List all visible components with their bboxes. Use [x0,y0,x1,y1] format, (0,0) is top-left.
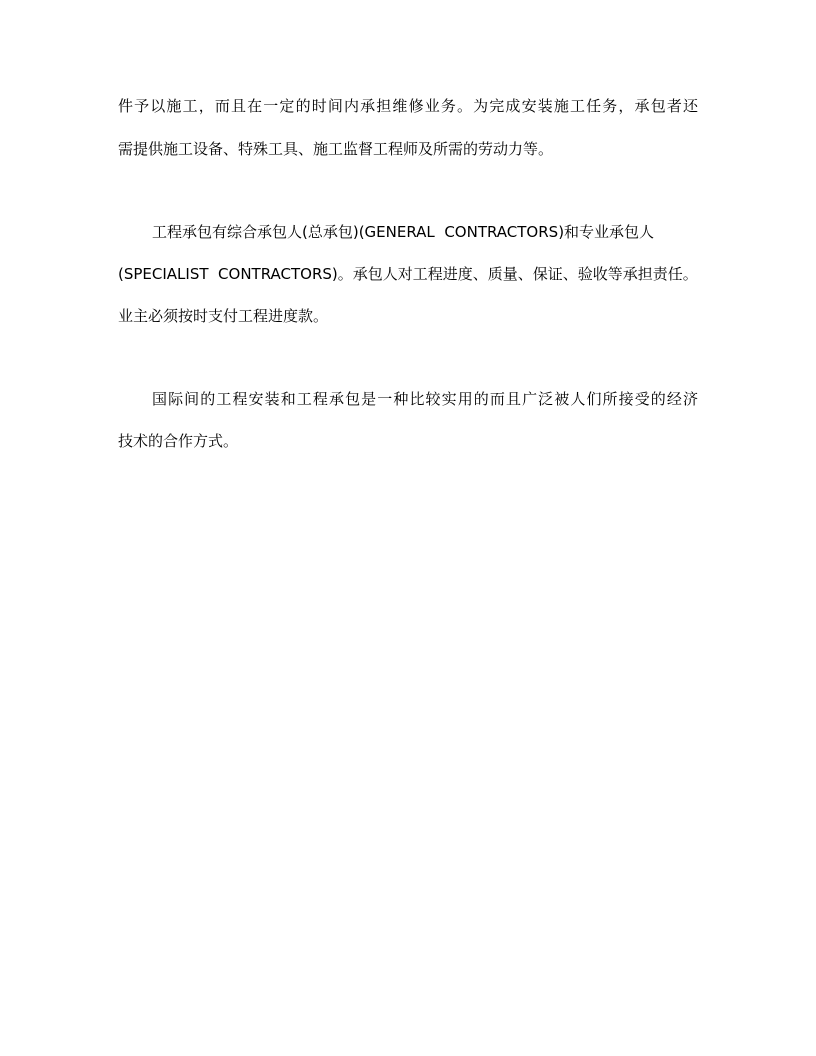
text-line: (SPECIALIST CONTRACTORS)。承包人对工程进度、质量、保证、验收等承担责任。 [118,265,698,283]
text-line: 业主必须按时支付工程进度款。 [118,307,329,325]
text-line: 件予以施工，而且在一定的时间内承担维修业务。为完成安装施工任务，承包者还 [118,97,698,115]
text-line: 技术的合作方式。 [118,432,239,450]
text-line: 国际间的工程安装和工程承包是一种比较实用的而且广泛被人们所接受的经济 [152,390,698,408]
text-line: 工程承包有综合承包人(总承包)(GENERAL CONTRACTORS)和专业承包人 [152,223,655,241]
text-line: 需提供施工设备、特殊工具、施工监督工程师及所需的劳动力等。 [118,140,554,158]
